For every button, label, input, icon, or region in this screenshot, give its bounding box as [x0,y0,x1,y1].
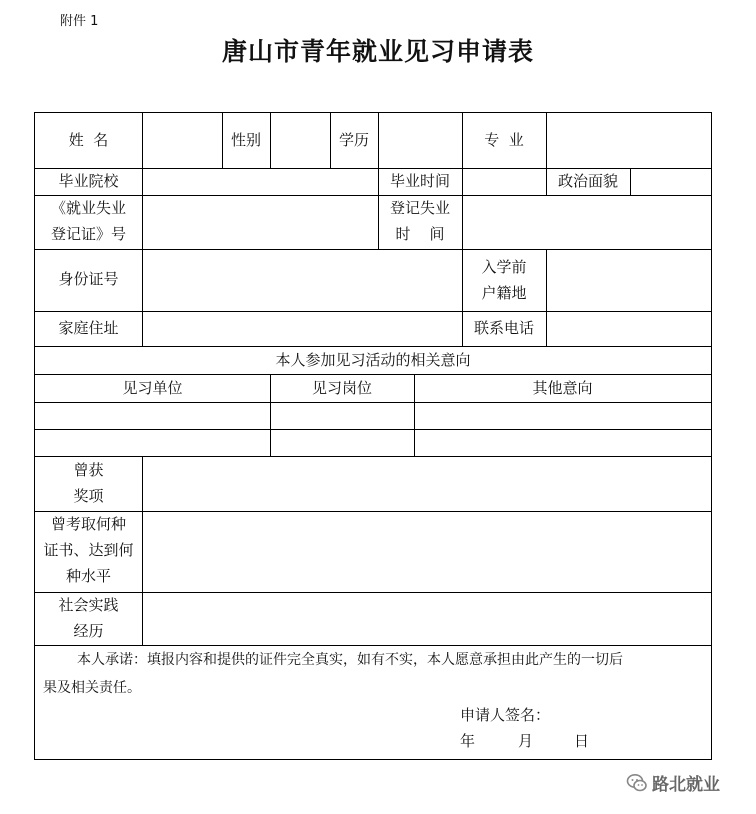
wechat-icon [626,772,648,794]
watermark [626,770,720,795]
application-form [34,112,712,760]
hukou-label: 户籍地 [481,284,527,302]
intent-heading: 本人参加见习活动的相关意向 [275,351,471,369]
intent-post-header: 见习岗位 [311,379,372,397]
attachment-label: 附件 1 [60,14,99,29]
certificates-label: 曾考取何种 [50,515,126,533]
hukou-label: 入学前 [481,258,527,276]
pledge-text: 本人承诺：填报内容和提供的证件完全真实，如有不实，本人愿意承担由此产生的一切后 [77,652,623,668]
political-label: 政治面貌 [557,172,618,190]
registration-time-label: 登记失业 [389,199,450,217]
grad-time-label: 毕业时间 [389,172,450,190]
intent-other-header: 其他意向 [532,379,593,397]
id-number-label: 身份证号 [58,270,119,288]
awards-label: 奖项 [73,487,104,505]
page-title: 唐山市青年就业见习申请表 [221,37,534,66]
phone-label: 联系电话 [473,319,534,337]
certificates-label: 种水平 [65,567,111,585]
signature-label: 申请人签名： [460,706,551,724]
education-label: 学历 [338,131,369,149]
certificates-label: 证书、达到何 [43,541,134,559]
major-label: 专 业 [484,131,524,149]
school-label: 毕业院校 [58,172,119,190]
row-divider [35,249,711,250]
date-day: 日 [574,732,590,750]
col-divider [462,168,463,249]
date-month: 月 [518,732,534,750]
watermark-text: 路北就业 [652,775,720,795]
col-divider [546,113,547,168]
col-divider [546,249,547,346]
col-divider [142,113,143,346]
date-year: 年 [460,732,476,750]
gender-label: 性别 [230,131,261,149]
row-divider [35,402,711,403]
address-label: 家庭住址 [58,319,119,337]
cert-number-label: 《就业失业 [50,199,126,217]
name-label: 姓 名 [68,131,109,149]
practice-label: 经历 [73,622,104,640]
registration-time-label: 时 间 [395,225,445,243]
cert-number-label: 登记证》号 [50,225,126,243]
practice-label: 社会实践 [58,596,119,614]
intent-unit-header: 见习单位 [122,379,183,397]
col-divider [630,168,631,195]
row-divider [35,645,711,646]
row-divider [35,311,711,312]
awards-label: 曾获 [73,461,104,479]
col-divider [270,113,271,168]
row-divider [35,429,711,430]
col-divider [378,113,379,168]
col-divider [142,456,143,645]
pledge-text: 果及相关责任。 [43,680,141,696]
